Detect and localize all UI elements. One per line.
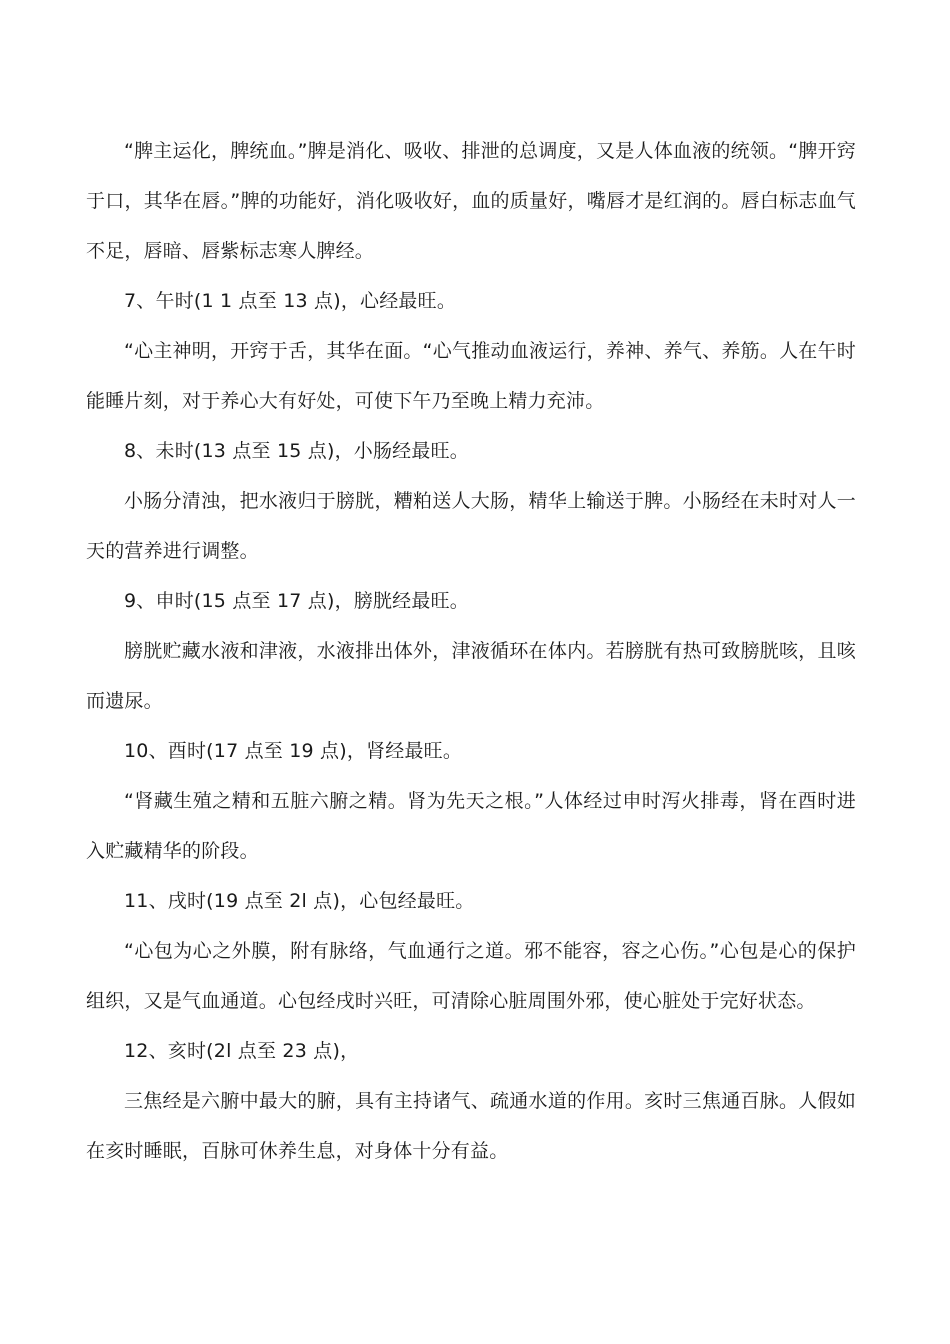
- heading-xu-shi: 11、戌时(19 点至 2l 点)，心包经最旺。: [124, 890, 475, 912]
- heading-wu-shi: 7、午时(1 1 点至 13 点)，心经最旺。: [124, 290, 457, 312]
- heading-you-shi: 10、酉时(17 点至 19 点)，肾经最旺。: [124, 740, 463, 762]
- paragraph-bladder: 膀胱贮藏水液和津液，水液排出体外，津液循环在体内。若膀胱有热可致膀胱咳，且咳而遗尿。: [86, 640, 856, 712]
- paragraph-kidney: “肾藏生殖之精和五脏六腑之精。肾为先天之根。”人体经过申时泻火排毒，肾在酉时进入贮藏精华的阶段。: [86, 790, 856, 862]
- document-body: [86, 126, 856, 1176]
- heading-shen-shi: 9、申时(15 点至 17 点)，膀胱经最旺。: [124, 590, 469, 612]
- paragraph-small-intestine: 小肠分清浊，把水液归于膀胱，糟粕送人大肠，精华上输送于脾。小肠经在未时对人一天的营养进行调整。: [86, 490, 856, 562]
- heading-wei-shi: 8、未时(13 点至 15 点)，小肠经最旺。: [124, 440, 469, 462]
- heading-hai-shi: 12、亥时(2l 点至 23 点)，: [124, 1040, 360, 1062]
- paragraph-pericardium: “心包为心之外膜，附有脉络，气血通行之道。邪不能容，容之心伤。”心包是心的保护组织，又是气血通道。心包经戌时兴旺，可清除心脏周围外邪，使心脏处于完好状态。: [86, 940, 856, 1012]
- paragraph-heart: “心主神明，开窍于舌，其华在面。“心气推动血液运行，养神、养气、养筋。人在午时能睡片刻，对于养心大有好处，可使下午乃至晚上精力充沛。: [86, 340, 856, 412]
- paragraph-spleen: “脾主运化，脾统血。”脾是消化、吸收、排泄的总调度，又是人体血液的统领。“脾开窍于口，其华在唇。”脾的功能好，消化吸收好，血的质量好，嘴唇才是红润的。唇白标志血气不足，唇暗、唇紫标志寒人脾经。: [86, 140, 856, 262]
- paragraph-triple-burner: 三焦经是六腑中最大的腑，具有主持诸气、疏通水道的作用。亥时三焦通百脉。人假如在亥时睡眠，百脉可休养生息，对身体十分有益。: [86, 1090, 856, 1162]
